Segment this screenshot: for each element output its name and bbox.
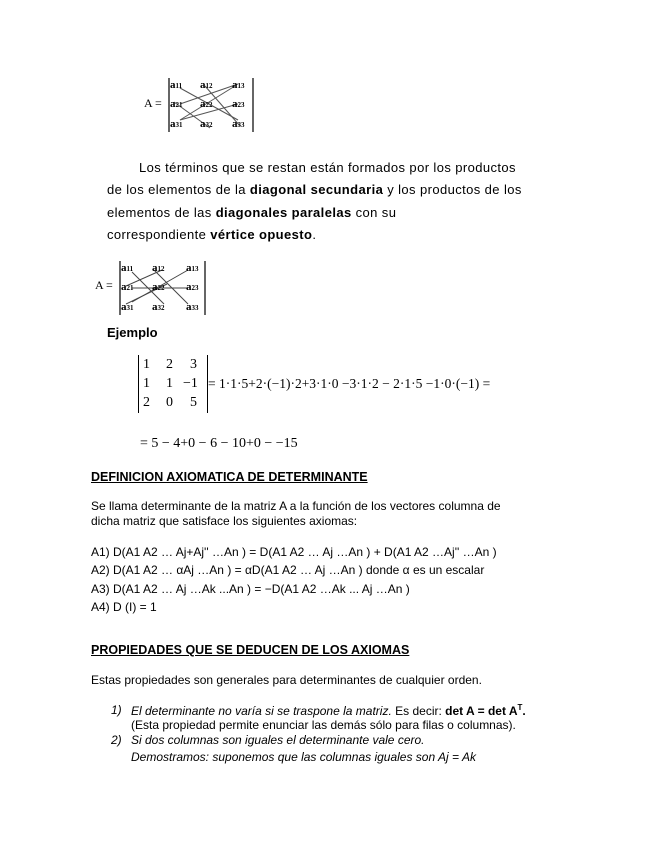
example-m23: −1 <box>183 376 198 391</box>
paragraph-text-4: elementos de las <box>107 205 216 220</box>
example-m22: 1 <box>166 376 173 391</box>
example-matrix <box>138 355 208 413</box>
figure1-a22: a22 <box>200 98 213 110</box>
paragraph-text-1: Los términos que se restan están formados por los productos <box>139 160 516 175</box>
section-title-propiedades: PROPIEDADES QUE SE DEDUCEN DE LOS AXIOMAS <box>91 643 410 657</box>
property-2-statement: Si dos columnas son iguales el determinante vale cero. <box>131 733 425 747</box>
figure2-a31: a31 <box>121 301 134 313</box>
figure1-a12: a12 <box>200 79 213 91</box>
property-1-formula: det A = det A <box>445 704 518 718</box>
definition-intro-line-1: Se llama determinante de la matriz A a la función de los vectores columna de <box>91 499 501 513</box>
property-1-statement: El determinante no varía si se traspone la matriz. <box>131 704 392 718</box>
figure2-a23: a23 <box>186 281 199 293</box>
example-m11: 1 <box>143 357 150 372</box>
figure1-a21: a21 <box>170 98 183 110</box>
determinant-scheme-figure-1 <box>140 74 270 136</box>
property-1-number: 1) <box>111 703 122 717</box>
property-1 <box>131 703 526 718</box>
paragraph-line-3 <box>107 205 396 220</box>
property-2-number: 2) <box>111 733 122 747</box>
term-diagonales-paralelas: diagonales paralelas <box>215 205 352 220</box>
paragraph-text-7: . <box>312 227 317 242</box>
axiom-a4: A4) D (I) = 1 <box>91 600 157 614</box>
figure2-a13: a13 <box>186 262 199 274</box>
figure1-lhs: A = <box>144 96 162 110</box>
figure1-a31: a31 <box>170 118 183 130</box>
term-vertice-opuesto: vértice opuesto <box>210 227 313 242</box>
determinant-scheme-figure-2 <box>92 258 217 318</box>
axiom-a2: A2) D(A1 A2 … αAj …An ) = αD(A1 A2 … Aj …An ) donde α es un escalar <box>91 563 485 577</box>
paragraph-text-2: de los elementos de la <box>107 182 250 197</box>
figure2-a12: a12 <box>152 262 165 274</box>
axiom-a1: A1) D(A1 A2 … Aj+Aj'' …An ) = D(A1 A2 … Aj …An ) + D(A1 A2 …Aj'' …An ) <box>91 545 497 559</box>
example-expansion: = 1·1·5+2·(−1)·2+3·1·0 −3·1·2 − 2·1·5 −1·0·(−1) = <box>208 376 491 391</box>
paragraph-line-2 <box>107 182 522 197</box>
example-label: Ejemplo <box>107 325 158 340</box>
property-1-end: . <box>522 704 526 718</box>
example-m31: 2 <box>143 395 150 410</box>
paragraph-text-5: con su <box>351 205 397 220</box>
example-result: = 5 − 4+0 − 6 − 10+0 − −15 <box>140 436 298 451</box>
example-m13: 3 <box>190 357 197 372</box>
figure2-a21: a21 <box>121 281 134 293</box>
figure1-a13: a13 <box>232 79 245 91</box>
figure2-lhs: A = <box>95 278 113 292</box>
property-1-connector: Es decir: <box>391 704 446 718</box>
figure2-a11: a11 <box>121 262 134 274</box>
figure1-a11: a11 <box>170 79 183 91</box>
example-m33: 5 <box>190 395 197 410</box>
figure2-a32: a32 <box>152 301 165 313</box>
section-title-definicion-axiomatica: DEFINICION AXIOMATICA DE DETERMINANTE <box>91 470 368 484</box>
properties-intro: Estas propiedades son generales para determinantes de cualquier orden. <box>91 673 482 687</box>
figure2-a22: a22 <box>152 281 165 293</box>
example-m32: 0 <box>166 395 173 410</box>
figure1-a33: a33 <box>232 118 245 130</box>
term-diagonal-secundaria: diagonal secundaria <box>249 182 384 197</box>
example-m21: 1 <box>143 376 150 391</box>
figure1-a32: a32 <box>200 118 213 130</box>
paragraph-text-6: correspondiente <box>107 227 211 242</box>
property-2-demonstration: Demostramos: suponemos que las columnas iguales son Aj = Ak <box>131 750 476 764</box>
definition-intro-line-2: dicha matriz que satisface los siguientes axiomas: <box>91 514 358 528</box>
axiom-a3: A3) D(A1 A2 … Aj …Ak ...An ) = −D(A1 A2 …Ak ... Aj …An ) <box>91 582 410 596</box>
property-1-transpose-sup: T <box>517 703 523 712</box>
paragraph-line-1 <box>139 160 516 175</box>
example-m12: 2 <box>166 357 173 372</box>
figure2-a33: a33 <box>186 301 199 313</box>
figure1-a23: a23 <box>232 98 245 110</box>
paragraph-line-4 <box>107 227 316 242</box>
paragraph-text-3: y los productos de los <box>383 182 522 197</box>
property-1-note: (Esta propiedad permite enunciar las demás sólo para filas o columnas). <box>131 718 516 732</box>
